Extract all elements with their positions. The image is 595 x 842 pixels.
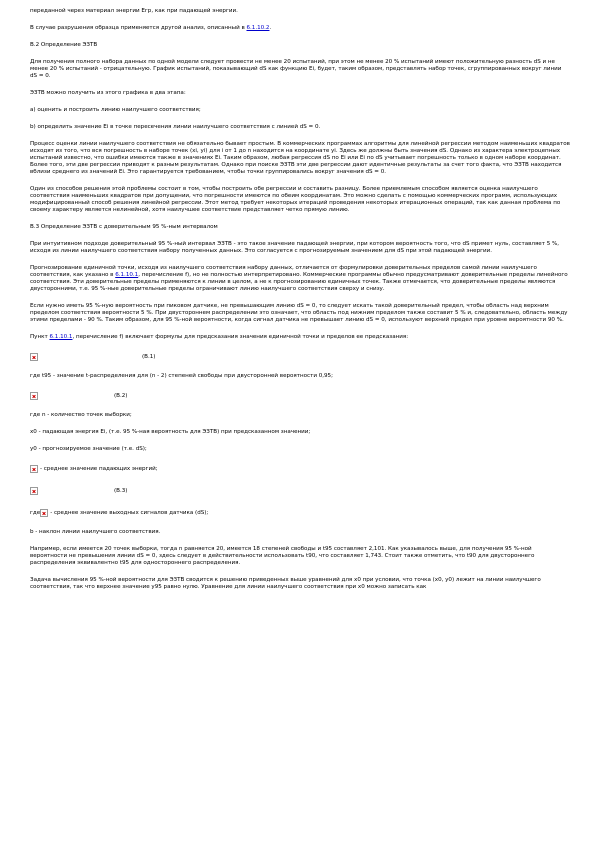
broken-image-icon: [40, 509, 48, 517]
list-item: a) оценить и построить линию наилучшего соответствия;: [30, 107, 201, 113]
mean-energy-line: - среднее значение падающих энергий;: [30, 463, 570, 475]
broken-image-icon: [30, 392, 38, 400]
paragraph-with-link: Пункт 6.1.10.1, перечисление f) включает формулы для предсказания значения единичной точки и пределов ее предсказания:: [30, 334, 409, 340]
mean-signal-line: где - среднее значение выходных сигналов датчика (dS);: [30, 509, 209, 516]
paragraph: Если нужно иметь 95 %-ную вероятность при пиковом датчике, не превышающим линию dS = 0, то следует искать такой доверительный предел, чтобы область над верхним пределом соответствия вероятности 5 %. При двустороннем распределении это означает, что область под нижним пределом также составит 5 % и, следовательно, область между этими пределами - 90 %. Таким образом, для 95 %-ной вероятности, когда сигнал датчика не превышает линию dS = 0, используют верхний предел при уровне вероятности 90 %.: [30, 303, 568, 323]
paragraph: Например, если имеется 20 точек выборки, тогда n равняется 20, имеется 18 степеней свободы и t95 составляет 2,101. Как указывалось выше, для получения 95 %-ной вероятности не превышения линии dS = 0, здесь следует в действительности использовать t90, что составляет 1,743. Стоит также отметить, что t90 для двустороннего распределения эквивалентно t95 для одностороннего распределения.: [30, 546, 535, 566]
equation-number: (B.2): [114, 392, 128, 399]
equation-number: (B.3): [114, 487, 128, 494]
list-item: b) определить значение Ei в точке пересечения линии наилучшего соответствия с линией dS = 0.: [30, 124, 321, 130]
paragraph-with-link: Прогнозирование единичной точки, исходя из наилучшего соответствия набору данных, отличается от формулировки доверительных пределов самой линии наилучшего соответствия, как указано в 6.1.10.1, перечисление f), но не полностью интерпретировано. Коммерческие программы обычно предусматривают доверительные пределы линейного соответствия. Эти доверительные пределы применяются к линии в целом, а не к прогнозированию единичных точек. Также отмечается, что доверительные пределы являются двусторонними, т.е. 95 %-ные доверительные пределы ограничивают линию наилучшего соответствия сверху и снизу.: [30, 265, 568, 292]
link-6-1-10-1-second[interactable]: 6.1.10.1: [49, 334, 73, 340]
paragraph: переданной через материал энергии Егр, как при падающей энергии.: [30, 8, 238, 14]
paragraph: y0 - прогнозируемое значение (т.е. dS);: [30, 446, 147, 452]
paragraph: Один из способов решения этой проблемы состоит в том, чтобы построить обе регрессии и составить разницу. Более приемлемым способом является оценка наилучшего соответствия наименьших квадратов при допущении, что погрешности имеются по обеим координатам. Это можно сделать с помощью коммерческих программ, использующих модифицированный способ решения линейной регрессии. Этот метод требует некоторых итераций проведения некоторых итерационных операций, так как данная проблема по своему характеру является нелинейной, хотя наилучшее соответствие представляет четко прямую линию.: [30, 186, 561, 213]
paragraph: x0 - падающая энергия Ei, (т.е. 95 %-ная вероятность для ЭЗТВ) при предсказанном значении;: [30, 429, 311, 435]
paragraph: При интуитивном подходе доверительный 95 %-ный интервал ЭЗТВ - это такое значение падающей энергии, при котором вероятность того, что dS примет нуль, составляет 5 %, исходя из линии наилучшего соответствия набору полученных данных. Это согласуется с прогнозируемым значением для dS при этой падающей энергии.: [30, 241, 560, 254]
equation-number: (B.1): [142, 353, 156, 360]
broken-image-icon: [30, 465, 38, 473]
equation-b3: [30, 485, 570, 497]
link-6-1-10-2[interactable]: 6.1.10.2: [246, 25, 270, 31]
paragraph: где n - количество точек выборки;: [30, 412, 132, 418]
paragraph: b - наклон линии наилучшего соответствия.: [30, 529, 161, 535]
section-heading-b3: B.3 Определение ЭЗТВ с доверительным 95 %-ным интервалом: [30, 224, 218, 230]
broken-image-icon: [30, 353, 38, 361]
section-heading-b2: B.2 Определение ЭЗТВ: [30, 42, 98, 48]
paragraph-with-link: В случае разрушения образца применяется другой анализ, описанный в 6.1.10.2.: [30, 25, 272, 31]
paragraph: ЭЗТВ можно получить из этого графика в два этапа:: [30, 90, 186, 96]
document-body: [30, 8, 570, 591]
paragraph: Для получения полного набора данных по одной модели следует провести не менее 20 испытаний, при этом не менее 20 % испытаний имеют положительную разность dS и не менее 20 % испытаний - отрицательную. График испытаний, показывающий dS как функцию Ei, будет, таким образом, представлять набор точек, сгруппированных вокруг линии dS = 0.: [30, 59, 562, 79]
paragraph: Задача вычисления 95 %-ной вероятности для ЭЗТВ сводится к решению приведенных выше уравнений для x0 при условии, что точка (x0, y0) лежит на линии наилучшего соответствия, так что верхнее значение y95 равно нулю. Уравнение для линии наилучшего соответствия при x0 можно записать как: [30, 577, 541, 590]
paragraph: Процесс оценки линии наилучшего соответствия не обязательно бывает простым. В коммерческих программах алгоритмы для линейной регрессии методом наименьших квадратов исходят из того, что вся погрешность в наборе точек (xi, yi) для i от 1 до n находится на координате yi. Здесь же должны быть значения dS. Однако из характера электроцепных испытаний известно, что ошибки имеются также в значениях Ei. Таким образом, любая регрессия dS по Ei или Ei по dS учитывает погрешность только в одном наборе координат. Более того, эти две регрессии приводят к разным результатам. Однако при поиске ЭЗТВ эти две регрессии дают идентичные результаты за счет того факта, что ЭЗТВ находится вблизи среднего из значений Ei. Это гарантируется требованием, чтобы точки группировались вокруг значения dS = 0.: [30, 141, 570, 175]
equation-b2: [30, 390, 570, 402]
paragraph: где t95 - значение t-распределения для (n - 2) степеней свободы при двусторонней вероятности 0,95;: [30, 373, 333, 379]
equation-b1: [30, 351, 570, 363]
link-6-1-10-1[interactable]: 6.1.10.1: [115, 272, 139, 278]
broken-image-icon: [30, 487, 38, 495]
